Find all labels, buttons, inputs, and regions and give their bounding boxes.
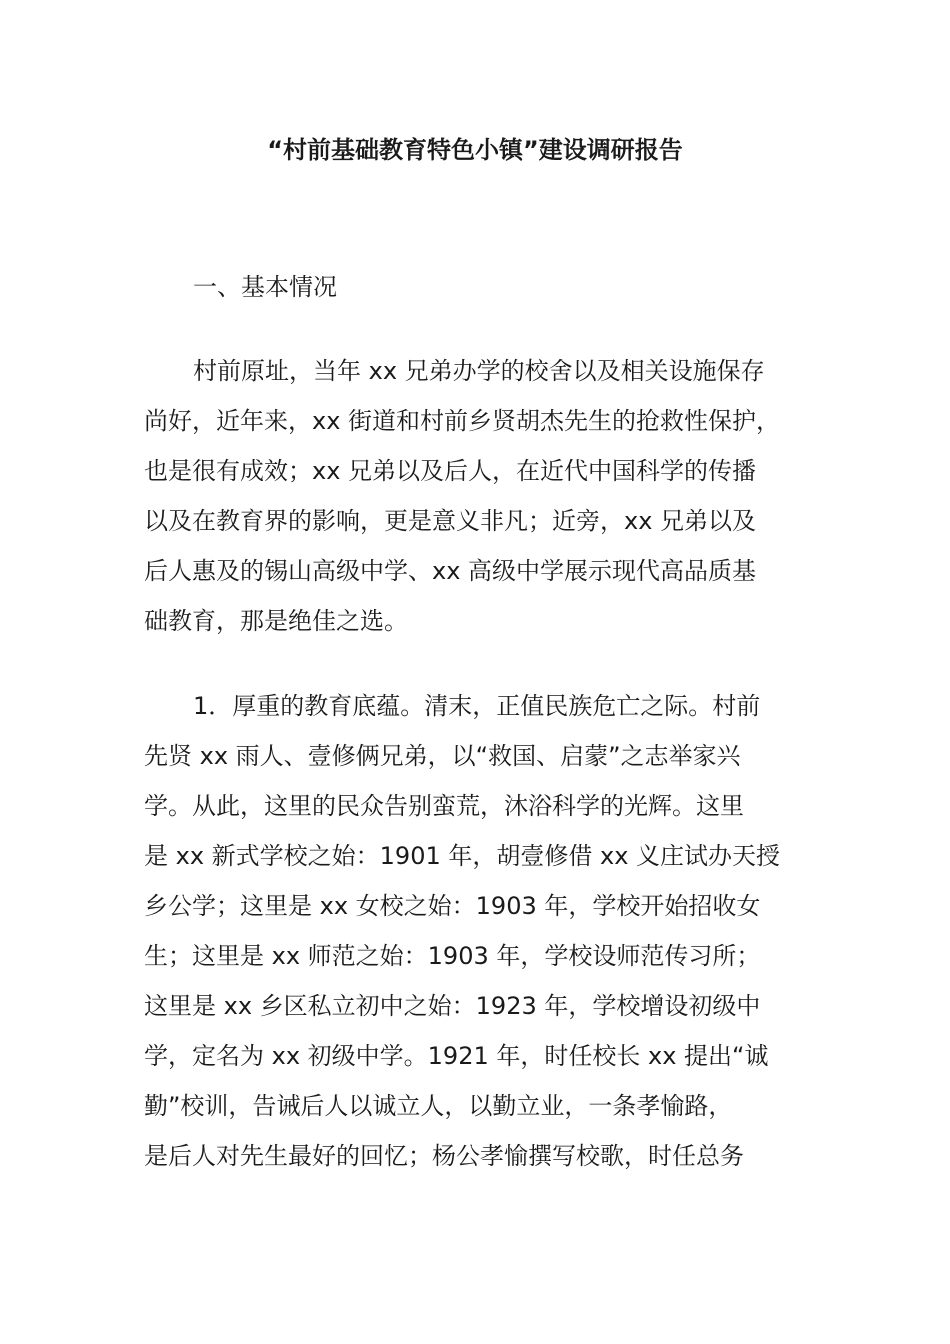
document-title: “村前基础教育特色小镇”建设调研报告 — [267, 136, 683, 164]
paragraph-line: 础教育，那是绝佳之选。 — [144, 607, 408, 635]
paragraph-line: 是后人对先生最好的回忆；杨公孝愉撰写校歌，时任总务 — [144, 1142, 744, 1170]
paragraph-line: 勤”校训，告诫后人以诚立人，以勤立业，一条孝愉路， — [144, 1092, 733, 1120]
paragraph-line: 学。从此，这里的民众告别蛮荒，沐浴科学的光辉。这里 — [144, 792, 744, 820]
paragraph-line: 生；这里是 xx 师范之始：1903 年，学校设师范传习所； — [144, 942, 761, 970]
paragraph-line: 1．厚重的教育底蕴。清末，正值民族危亡之际。村前 — [193, 692, 761, 720]
paragraph-education-heritage — [144, 681, 824, 1181]
paragraph-line: 也是很有成效；xx 兄弟以及后人，在近代中国科学的传播 — [144, 457, 757, 485]
paragraph-line: 尚好，近年来，xx 街道和村前乡贤胡杰先生的抢救性保护， — [144, 407, 781, 435]
paragraph-line: 是 xx 新式学校之始：1901 年，胡壹修借 xx 义庄试办天授 — [144, 842, 781, 870]
paragraph-basic-situation — [144, 346, 824, 646]
paragraph-line: 以及在教育界的影响，更是意义非凡；近旁，xx 兄弟以及 — [144, 507, 757, 535]
paragraph-line: 先贤 xx 雨人、壹修俩兄弟，以“救国、启蒙”之志举家兴 — [144, 742, 741, 770]
section-heading: 一、基本情况 — [193, 273, 337, 301]
paragraph-line: 村前原址，当年 xx 兄弟办学的校舍以及相关设施保存 — [193, 357, 765, 385]
paragraph-line: 学，定名为 xx 初级中学。1921 年，时任校长 xx 提出“诚 — [144, 1042, 769, 1070]
paragraph-line: 乡公学；这里是 xx 女校之始：1903 年，学校开始招收女 — [144, 892, 761, 920]
paragraph-line: 后人惠及的锡山高级中学、xx 高级中学展示现代高品质基 — [144, 557, 757, 585]
paragraph-line: 这里是 xx 乡区私立初中之始：1923 年，学校增设初级中 — [144, 992, 761, 1020]
